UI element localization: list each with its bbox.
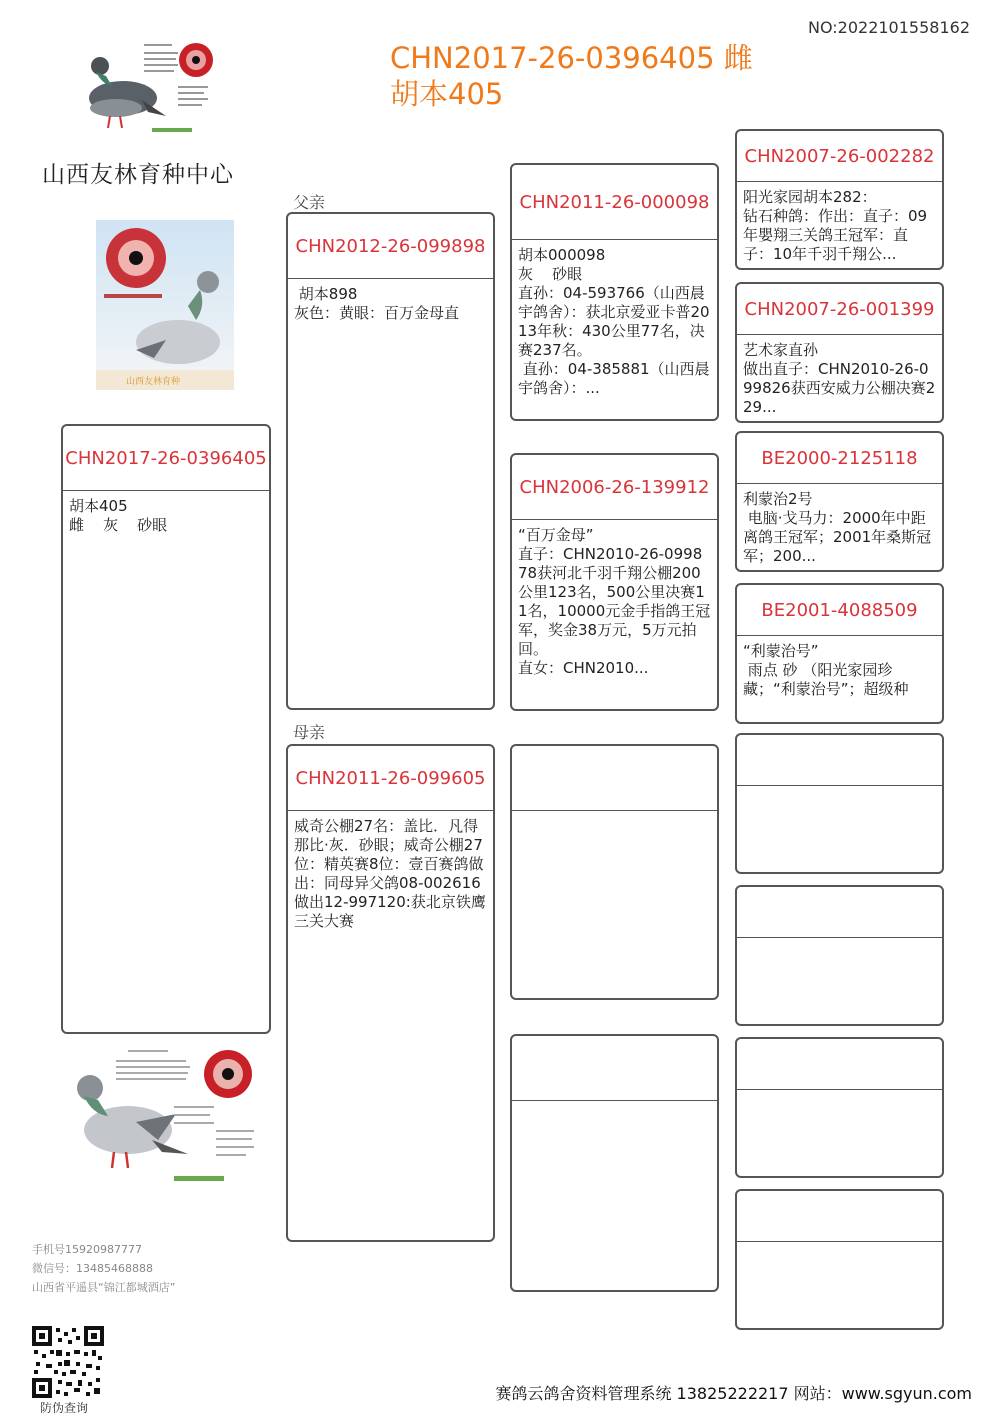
sire-sire-desc: 胡本000098 灰 砂眼 直孙：04-593766（山西晨宇鸽舍）：获北京爱亚卡普2013年秋：430公里77名，决赛237名。 直孙：04-385881（山西晨宇鸽舍）：... — [518, 246, 710, 397]
sire-desc: 胡本898 灰色：黄眼：百万金母直 — [294, 285, 460, 322]
svg-text:山西友林育种: 山西友林育种 — [126, 377, 181, 387]
title-name: 胡本405 — [390, 77, 504, 111]
pigeon-info-photo-1 — [78, 36, 224, 136]
ggp-4-card[interactable] — [735, 583, 944, 724]
father-label: 父亲 — [293, 193, 326, 212]
pigeon-info-photo-2 — [66, 1044, 264, 1186]
pigeon-photo-icon — [78, 36, 224, 136]
page-title — [390, 40, 753, 112]
sire-card[interactable] — [286, 212, 495, 710]
qr-code-icon — [32, 1326, 104, 1398]
ggp-2-desc: 艺术家直孙 做出直子：CHN2010-26-099826获西安威力公棚决赛229... — [743, 341, 936, 416]
title-ring: CHN2017-26-0396405 雌 — [390, 41, 753, 75]
dam-ring: CHN2011-26-099605 — [288, 746, 493, 811]
ggp-7-ring — [737, 1039, 942, 1090]
ggp-3-card[interactable] — [735, 431, 944, 572]
dam-desc: 威奇公棚27名：盖比．凡得那比·灰．砂眼；威奇公棚27位：精英赛8位：壹百赛鸽做出：同母异父鸽08-002616做出12-997120:获北京铁鹰三关大赛 — [294, 817, 486, 930]
contact-wechat: 微信号：13485468888 — [32, 1262, 153, 1275]
pigeon-poster-photo — [96, 220, 234, 390]
ggp-1-desc: 阳光家园胡本282： 钻石种鸽：作出：直子：09年嬰翔三关鸽王冠军：直子：10年千羽千翔公... — [743, 188, 928, 263]
ggp-6-ring — [737, 887, 942, 938]
ggp-4-desc: “利蒙治号” 雨点 砂 （阳光家园珍藏；“利蒙治号”；超级种 — [743, 642, 909, 698]
ggp-1-ring: CHN2007-26-002282 — [737, 131, 942, 182]
ggp-3-desc: 利蒙治2号 电脑·戈马力：2000年中距离鸽王冠军；2001年桑斯冠军；200... — [743, 490, 932, 565]
pigeon-photo-icon — [66, 1044, 264, 1186]
subject-card[interactable] — [61, 424, 271, 1034]
contact-address: 山西省平遥县“锦江都城酒店” — [32, 1281, 176, 1294]
dam-sire-card[interactable] — [510, 744, 719, 1000]
dam-card[interactable] — [286, 744, 495, 1242]
qr-code-icon[interactable] — [32, 1326, 104, 1398]
footer-system-info: 赛鸽云鸽舍资料管理系统 13825222217 网站：www.sgyun.com — [495, 1384, 972, 1403]
dam-dam-ring — [512, 1036, 717, 1101]
sire-sire-ring: CHN2011-26-000098 — [512, 165, 717, 240]
qr-label: 防伪查询 — [40, 1401, 89, 1415]
ggp-3-ring: BE2000-2125118 — [737, 433, 942, 484]
ggp-5-ring — [737, 735, 942, 786]
ggp-7-card[interactable] — [735, 1037, 944, 1178]
loft-name: 山西友林育种中心 — [42, 162, 234, 188]
sire-dam-card[interactable] — [510, 453, 719, 711]
mother-label: 母亲 — [293, 723, 326, 742]
ggp-2-ring: CHN2007-26-001399 — [737, 284, 942, 335]
subject-desc: 胡本405 雌 灰 砂眼 — [69, 497, 168, 534]
subject-ring: CHN2017-26-0396405 — [63, 426, 269, 491]
ggp-2-card[interactable] — [735, 282, 944, 423]
sire-dam-desc: “百万金母” 直子：CHN2010-26-099878获河北千羽千翔公棚200公里123名，500公里决赛11名，10000元金手指鸽王冠军，奖金38万元，5万元拍回。 直女：CHN2010... — [518, 526, 711, 677]
sire-dam-ring: CHN2006-26-139912 — [512, 455, 717, 520]
sire-ring: CHN2012-26-099898 — [288, 214, 493, 279]
document-number: NO:2022101558162 — [807, 18, 970, 37]
ggp-6-card[interactable] — [735, 885, 944, 1026]
ggp-8-card[interactable] — [735, 1189, 944, 1330]
contact-phone: 手机号15920987777 — [32, 1243, 142, 1256]
ggp-1-card[interactable] — [735, 129, 944, 270]
ggp-4-ring: BE2001-4088509 — [737, 585, 942, 636]
dam-dam-card[interactable] — [510, 1034, 719, 1292]
ggp-8-ring — [737, 1191, 942, 1242]
pigeon-photo-icon — [96, 220, 234, 390]
sire-sire-card[interactable] — [510, 163, 719, 421]
dam-sire-ring — [512, 746, 717, 811]
ggp-5-card[interactable] — [735, 733, 944, 874]
